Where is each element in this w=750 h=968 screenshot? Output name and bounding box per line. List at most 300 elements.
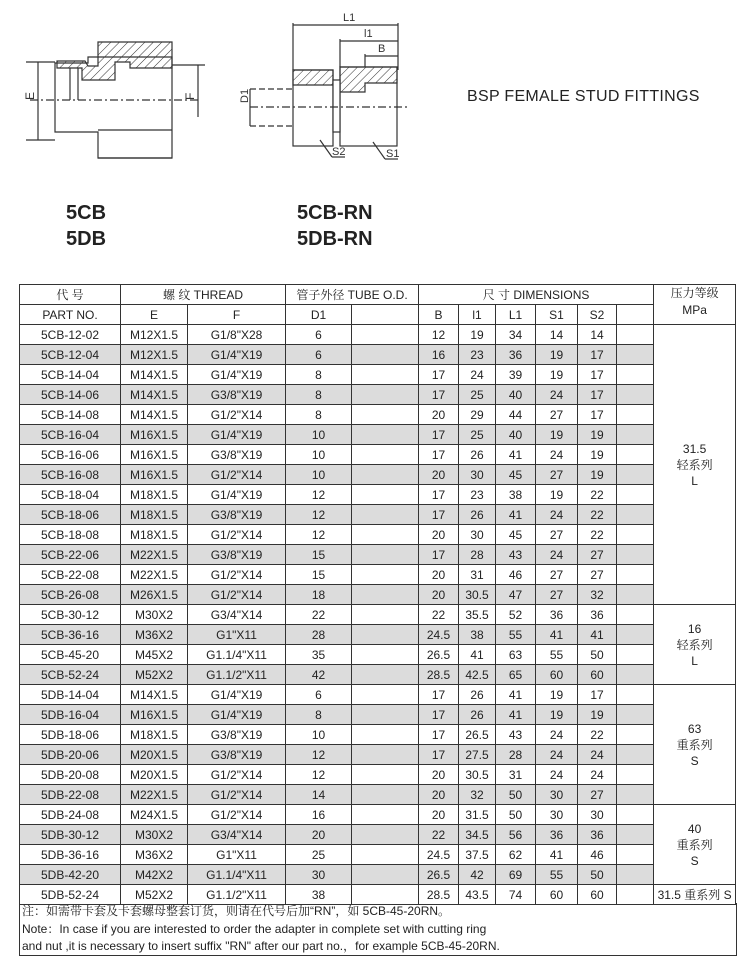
cell-part-no: 5CB-16-06 xyxy=(20,445,121,465)
cell-dim-b: 17 xyxy=(419,365,459,385)
cell-dim-b: 28.5 xyxy=(419,885,459,905)
cell-blank xyxy=(352,725,419,745)
cell-dim-l1: 38 xyxy=(496,485,536,505)
cell-tube-d1: 8 xyxy=(286,385,352,405)
cell-dim-s2: 30 xyxy=(578,805,617,825)
table-row xyxy=(20,765,736,785)
cell-dim-l1: 41 xyxy=(496,445,536,465)
cell-dim-s1: 24 xyxy=(536,505,578,525)
cell-blank xyxy=(617,465,654,485)
rn-fitting-drawing xyxy=(239,12,410,160)
cell-dim-l1: 45 xyxy=(496,525,536,545)
cell-dim-s2: 27 xyxy=(578,545,617,565)
cell-dim-b: 22 xyxy=(419,825,459,845)
cell-tube-d1: 28 xyxy=(286,625,352,645)
cell-part-no: 5DB-36-16 xyxy=(20,845,121,865)
cell-thread-e: M16X1.5 xyxy=(121,425,188,445)
table-row xyxy=(20,565,736,585)
cell-thread-f: G1/2"X14 xyxy=(188,405,286,425)
pressure-rating xyxy=(654,885,736,905)
header-b: B xyxy=(419,305,459,325)
cell-blank xyxy=(352,845,419,865)
header-s2: S2 xyxy=(578,305,617,325)
cell-dim-l1-small: 25 xyxy=(459,385,496,405)
cell-dim-s2: 22 xyxy=(578,485,617,505)
cell-dim-s2: 41 xyxy=(578,625,617,645)
cell-dim-l1-small: 38 xyxy=(459,625,496,645)
cell-thread-f: G1/2"X14 xyxy=(188,785,286,805)
cell-dim-l1-small: 26 xyxy=(459,685,496,705)
cell-dim-b: 17 xyxy=(419,425,459,445)
cell-dim-b: 20 xyxy=(419,585,459,605)
cell-part-no: 5CB-30-12 xyxy=(20,605,121,625)
cell-blank xyxy=(352,765,419,785)
cell-dim-s1: 19 xyxy=(536,365,578,385)
cell-dim-b: 20 xyxy=(419,465,459,485)
cell-blank xyxy=(617,385,654,405)
cell-blank xyxy=(617,325,654,345)
cell-thread-e: M52X2 xyxy=(121,665,188,685)
svg-text:S2: S2 xyxy=(332,146,346,158)
cell-blank xyxy=(352,565,419,585)
table-row xyxy=(20,425,736,445)
table-row xyxy=(20,345,736,365)
cell-tube-d1: 20 xyxy=(286,825,352,845)
cell-dim-b: 17 xyxy=(419,545,459,565)
cell-blank xyxy=(617,425,654,445)
cell-dim-l1-small: 25 xyxy=(459,425,496,445)
cell-dim-l1: 41 xyxy=(496,505,536,525)
table-row xyxy=(20,845,736,865)
cell-dim-l1-small: 35.5 xyxy=(459,605,496,625)
header-blank xyxy=(352,305,419,325)
header-part-cn: 代 号 xyxy=(20,285,121,305)
cell-blank xyxy=(617,545,654,565)
cell-thread-e: M14X1.5 xyxy=(121,365,188,385)
cell-dim-l1-small: 30.5 xyxy=(459,585,496,605)
svg-text:l1: l1 xyxy=(364,28,373,40)
cell-blank xyxy=(352,705,419,725)
cell-dim-l1: 63 xyxy=(496,645,536,665)
note-en-1: Note：In case if you are interested to order the adapter in complete set with cutting ring xyxy=(22,921,487,936)
pressure-line: 31.5 重系列 S xyxy=(657,887,732,902)
cell-dim-s1: 30 xyxy=(536,785,578,805)
header-pressure: 压力等级 MPa xyxy=(654,285,736,325)
cell-blank xyxy=(352,505,419,525)
cell-tube-d1: 10 xyxy=(286,725,352,745)
cell-dim-l1-small: 23 xyxy=(459,485,496,505)
cell-tube-d1: 8 xyxy=(286,405,352,425)
cell-thread-e: M12X1.5 xyxy=(121,325,188,345)
cell-thread-e: M14X1.5 xyxy=(121,685,188,705)
cell-tube-d1: 14 xyxy=(286,785,352,805)
cell-part-no: 5DB-20-06 xyxy=(20,745,121,765)
cell-thread-e: M14X1.5 xyxy=(121,385,188,405)
cell-dim-b: 20 xyxy=(419,525,459,545)
cell-blank xyxy=(352,465,419,485)
cell-tube-d1: 12 xyxy=(286,505,352,525)
cell-part-no: 5CB-36-16 xyxy=(20,625,121,645)
cell-dim-s1: 24 xyxy=(536,725,578,745)
cell-tube-d1: 12 xyxy=(286,765,352,785)
cell-tube-d1: 16 xyxy=(286,805,352,825)
pressure-rating xyxy=(654,605,736,685)
cell-blank xyxy=(352,785,419,805)
header-f: F xyxy=(188,305,286,325)
cell-thread-f: G1/4"X19 xyxy=(188,425,286,445)
pressure-line: 轻系列 xyxy=(676,637,713,652)
cell-part-no: 5CB-45-20 xyxy=(20,645,121,665)
svg-text:D1: D1 xyxy=(239,88,251,103)
cell-thread-e: M26X1.5 xyxy=(121,585,188,605)
cell-thread-f: G1/2"X14 xyxy=(188,765,286,785)
svg-text:F: F xyxy=(183,92,197,100)
table-row xyxy=(20,325,736,345)
cell-thread-e: M18X1.5 xyxy=(121,525,188,545)
model-5db: 5DB xyxy=(66,228,107,250)
cell-thread-f: G1/2"X14 xyxy=(188,465,286,485)
cell-dim-l1-small: 23 xyxy=(459,345,496,365)
cell-dim-s2: 17 xyxy=(578,685,617,705)
cell-dim-l1-small: 42 xyxy=(459,865,496,885)
cell-dim-s2: 50 xyxy=(578,645,617,665)
cell-thread-e: M16X1.5 xyxy=(121,445,188,465)
cell-dim-l1-small: 31.5 xyxy=(459,805,496,825)
cell-dim-l1-small: 26.5 xyxy=(459,725,496,745)
cell-dim-l1: 40 xyxy=(496,425,536,445)
pressure-line: 31.5 xyxy=(682,441,707,456)
cell-dim-s1: 27 xyxy=(536,465,578,485)
cell-dim-s2: 27 xyxy=(578,565,617,585)
cell-dim-b: 17 xyxy=(419,705,459,725)
cell-tube-d1: 8 xyxy=(286,705,352,725)
cell-thread-f: G3/4"X14 xyxy=(188,825,286,845)
page-title: BSP FEMALE STUD FITTINGS xyxy=(467,88,700,105)
header-s1: S1 xyxy=(536,305,578,325)
cell-dim-s2: 36 xyxy=(578,825,617,845)
cell-thread-e: M36X2 xyxy=(121,845,188,865)
cell-thread-f: G1/2"X14 xyxy=(188,565,286,585)
table-row xyxy=(20,685,736,705)
cell-dim-s1: 27 xyxy=(536,585,578,605)
cell-dim-b: 17 xyxy=(419,685,459,705)
cell-blank xyxy=(352,885,419,905)
pressure-line: 16 xyxy=(687,621,702,636)
cell-dim-b: 17 xyxy=(419,745,459,765)
cell-dim-b: 24.5 xyxy=(419,845,459,865)
cell-dim-l1-small: 26 xyxy=(459,445,496,465)
pressure-line: 40 xyxy=(687,821,702,836)
cell-blank xyxy=(617,885,654,905)
cell-dim-s2: 46 xyxy=(578,845,617,865)
cell-thread-f: G1/2"X14 xyxy=(188,525,286,545)
cell-part-no: 5CB-12-02 xyxy=(20,325,121,345)
cell-part-no: 5DB-42-20 xyxy=(20,865,121,885)
cell-dim-b: 22 xyxy=(419,605,459,625)
table-row xyxy=(20,825,736,845)
cell-blank xyxy=(617,365,654,385)
pressure-line: 重系列 xyxy=(676,737,713,752)
cell-blank xyxy=(617,785,654,805)
cell-thread-e: M22X1.5 xyxy=(121,545,188,565)
cell-dim-s2: 17 xyxy=(578,365,617,385)
cell-tube-d1: 15 xyxy=(286,545,352,565)
pressure-line: 重系列 xyxy=(676,837,713,852)
header-l1-small: l1 xyxy=(459,305,496,325)
cell-dim-s1: 19 xyxy=(536,425,578,445)
cell-thread-f: G1/4"X19 xyxy=(188,365,286,385)
cell-blank xyxy=(352,485,419,505)
cell-tube-d1: 38 xyxy=(286,885,352,905)
model-names-left xyxy=(66,200,106,252)
cell-dim-l1: 39 xyxy=(496,365,536,385)
cell-thread-f: G3/8"X19 xyxy=(188,545,286,565)
cell-dim-s2: 19 xyxy=(578,465,617,485)
pressure-line: 轻系列 xyxy=(676,457,713,472)
cell-dim-s1: 19 xyxy=(536,485,578,505)
cell-dim-s1: 60 xyxy=(536,665,578,685)
cell-dim-s1: 27 xyxy=(536,525,578,545)
cell-thread-f: G1/8"X28 xyxy=(188,325,286,345)
cell-dim-l1: 52 xyxy=(496,605,536,625)
cell-dim-l1: 34 xyxy=(496,325,536,345)
header-part-en: PART NO. xyxy=(20,305,121,325)
cell-blank xyxy=(617,485,654,505)
cell-thread-f: G1"X11 xyxy=(188,625,286,645)
cell-tube-d1: 6 xyxy=(286,325,352,345)
cell-dim-l1: 40 xyxy=(496,385,536,405)
table-row xyxy=(20,785,736,805)
cell-dim-s2: 24 xyxy=(578,745,617,765)
cell-blank xyxy=(352,325,419,345)
model-5db-rn: 5DB-RN xyxy=(297,228,373,250)
cell-dim-s1: 55 xyxy=(536,645,578,665)
order-note xyxy=(19,903,737,956)
cell-dim-b: 20 xyxy=(419,565,459,585)
cell-part-no: 5DB-16-04 xyxy=(20,705,121,725)
cell-thread-e: M14X1.5 xyxy=(121,405,188,425)
cell-dim-s1: 14 xyxy=(536,325,578,345)
cell-thread-f: G1/4"X19 xyxy=(188,685,286,705)
table-row xyxy=(20,405,736,425)
table-row xyxy=(20,445,736,465)
table-row xyxy=(20,645,736,665)
cell-thread-e: M22X1.5 xyxy=(121,785,188,805)
cell-blank xyxy=(617,705,654,725)
cell-dim-l1-small: 26 xyxy=(459,705,496,725)
cell-dim-s2: 14 xyxy=(578,325,617,345)
pressure-rating xyxy=(654,685,736,805)
svg-text:E: E xyxy=(23,91,37,100)
svg-text:B: B xyxy=(378,43,386,55)
cell-blank xyxy=(617,845,654,865)
cell-thread-e: M30X2 xyxy=(121,825,188,845)
cell-dim-b: 20 xyxy=(419,805,459,825)
cell-dim-l1-small: 42.5 xyxy=(459,665,496,685)
table-row xyxy=(20,505,736,525)
cell-dim-l1-small: 31 xyxy=(459,565,496,585)
cell-dim-l1: 47 xyxy=(496,585,536,605)
cell-dim-l1: 46 xyxy=(496,565,536,585)
cell-tube-d1: 25 xyxy=(286,845,352,865)
cell-thread-f: G1"X11 xyxy=(188,845,286,865)
stud-fitting-drawing xyxy=(23,42,205,158)
cell-dim-s2: 50 xyxy=(578,865,617,885)
table-row xyxy=(20,545,736,565)
cell-dim-b: 12 xyxy=(419,325,459,345)
cell-dim-b: 17 xyxy=(419,505,459,525)
cell-dim-l1: 50 xyxy=(496,785,536,805)
cell-blank xyxy=(617,505,654,525)
cell-dim-s1: 24 xyxy=(536,445,578,465)
cell-tube-d1: 30 xyxy=(286,865,352,885)
cell-dim-l1: 74 xyxy=(496,885,536,905)
cell-blank xyxy=(352,645,419,665)
cell-thread-e: M30X2 xyxy=(121,605,188,625)
cell-thread-f: G1.1/2"X11 xyxy=(188,665,286,685)
cell-dim-s1: 24 xyxy=(536,545,578,565)
cell-dim-s2: 24 xyxy=(578,765,617,785)
cell-part-no: 5DB-22-08 xyxy=(20,785,121,805)
pressure-line: 63 xyxy=(687,721,702,736)
cell-dim-s2: 17 xyxy=(578,405,617,425)
cell-thread-e: M16X1.5 xyxy=(121,705,188,725)
cell-blank xyxy=(352,365,419,385)
cell-thread-e: M16X1.5 xyxy=(121,465,188,485)
cell-dim-l1-small: 41 xyxy=(459,645,496,665)
cell-part-no: 5CB-18-08 xyxy=(20,525,121,545)
header-blank xyxy=(617,305,654,325)
pressure-rating xyxy=(654,805,736,885)
cell-thread-e: M18X1.5 xyxy=(121,505,188,525)
cell-dim-l1-small: 30 xyxy=(459,465,496,485)
cell-dim-l1: 65 xyxy=(496,665,536,685)
cell-dim-b: 16 xyxy=(419,345,459,365)
cell-dim-b: 17 xyxy=(419,485,459,505)
table-row xyxy=(20,705,736,725)
cell-dim-l1-small: 30.5 xyxy=(459,765,496,785)
cell-part-no: 5DB-30-12 xyxy=(20,825,121,845)
cell-thread-f: G3/4"X14 xyxy=(188,605,286,625)
cell-blank xyxy=(617,665,654,685)
cell-dim-s2: 17 xyxy=(578,345,617,365)
cell-dim-s1: 30 xyxy=(536,805,578,825)
header-l1: L1 xyxy=(496,305,536,325)
cell-dim-s1: 27 xyxy=(536,565,578,585)
cell-dim-s1: 36 xyxy=(536,605,578,625)
cell-dim-b: 20 xyxy=(419,405,459,425)
cell-dim-s1: 55 xyxy=(536,865,578,885)
cell-part-no: 5DB-14-04 xyxy=(20,685,121,705)
cell-blank xyxy=(617,725,654,745)
table-row xyxy=(20,745,736,765)
cell-dim-s2: 22 xyxy=(578,525,617,545)
cell-dim-l1-small: 19 xyxy=(459,325,496,345)
cell-tube-d1: 12 xyxy=(286,525,352,545)
cell-dim-s1: 41 xyxy=(536,625,578,645)
table-row xyxy=(20,805,736,825)
pressure-line: L xyxy=(691,653,698,668)
cell-dim-l1: 56 xyxy=(496,825,536,845)
cell-thread-f: G1/4"X19 xyxy=(188,485,286,505)
model-5cb-rn: 5CB-RN xyxy=(297,202,373,224)
cell-dim-l1-small: 30 xyxy=(459,525,496,545)
cell-dim-b: 20 xyxy=(419,765,459,785)
pressure-rating xyxy=(654,325,736,605)
cell-dim-l1-small: 26 xyxy=(459,505,496,525)
note-cn: 注：如需带卡套及卡套螺母整套订货，则请在代号后加“RN”，如 5CB-45-20RN。 xyxy=(22,904,451,918)
cell-thread-e: M20X1.5 xyxy=(121,745,188,765)
cell-dim-s2: 19 xyxy=(578,705,617,725)
cell-thread-f: G3/8"X19 xyxy=(188,445,286,465)
table-row xyxy=(20,605,736,625)
model-names-right xyxy=(297,200,373,252)
table-row xyxy=(20,665,736,685)
cell-part-no: 5CB-14-08 xyxy=(20,405,121,425)
cell-dim-b: 17 xyxy=(419,445,459,465)
cell-dim-l1-small: 37.5 xyxy=(459,845,496,865)
cell-blank xyxy=(617,745,654,765)
cell-dim-b: 26.5 xyxy=(419,865,459,885)
cell-blank xyxy=(352,425,419,445)
cell-dim-s2: 17 xyxy=(578,385,617,405)
cell-tube-d1: 6 xyxy=(286,345,352,365)
cell-dim-l1: 62 xyxy=(496,845,536,865)
cell-dim-l1: 44 xyxy=(496,405,536,425)
cell-part-no: 5DB-20-08 xyxy=(20,765,121,785)
cell-dim-l1: 28 xyxy=(496,745,536,765)
cell-blank xyxy=(617,685,654,705)
cell-blank xyxy=(617,805,654,825)
cell-blank xyxy=(352,665,419,685)
cell-dim-s1: 19 xyxy=(536,685,578,705)
cell-dim-l1-small: 24 xyxy=(459,365,496,385)
cell-dim-b: 17 xyxy=(419,725,459,745)
cell-blank xyxy=(352,605,419,625)
cell-blank xyxy=(617,765,654,785)
cell-part-no: 5DB-24-08 xyxy=(20,805,121,825)
cell-dim-s2: 36 xyxy=(578,605,617,625)
specs-table xyxy=(19,284,736,905)
cell-dim-s1: 60 xyxy=(536,885,578,905)
cell-dim-b: 28.5 xyxy=(419,665,459,685)
cell-blank xyxy=(352,405,419,425)
cell-tube-d1: 10 xyxy=(286,425,352,445)
cell-dim-s1: 24 xyxy=(536,385,578,405)
table-row xyxy=(20,525,736,545)
cell-blank xyxy=(617,525,654,545)
cell-dim-s2: 60 xyxy=(578,885,617,905)
cell-blank xyxy=(352,445,419,465)
cell-dim-s1: 19 xyxy=(536,345,578,365)
cell-thread-e: M18X1.5 xyxy=(121,485,188,505)
cell-thread-f: G3/8"X19 xyxy=(188,725,286,745)
cell-tube-d1: 42 xyxy=(286,665,352,685)
cell-dim-s2: 19 xyxy=(578,445,617,465)
cell-thread-f: G1.1/4"X11 xyxy=(188,865,286,885)
cell-dim-s1: 24 xyxy=(536,745,578,765)
table-row xyxy=(20,725,736,745)
header-d1: D1 xyxy=(286,305,352,325)
cell-part-no: 5CB-22-08 xyxy=(20,565,121,585)
cell-dim-s1: 41 xyxy=(536,845,578,865)
cell-blank xyxy=(617,565,654,585)
cell-dim-l1: 43 xyxy=(496,725,536,745)
cell-thread-e: M18X1.5 xyxy=(121,725,188,745)
cell-thread-e: M45X2 xyxy=(121,645,188,665)
cell-thread-f: G1.1/4"X11 xyxy=(188,645,286,665)
svg-text:S1: S1 xyxy=(386,148,400,160)
